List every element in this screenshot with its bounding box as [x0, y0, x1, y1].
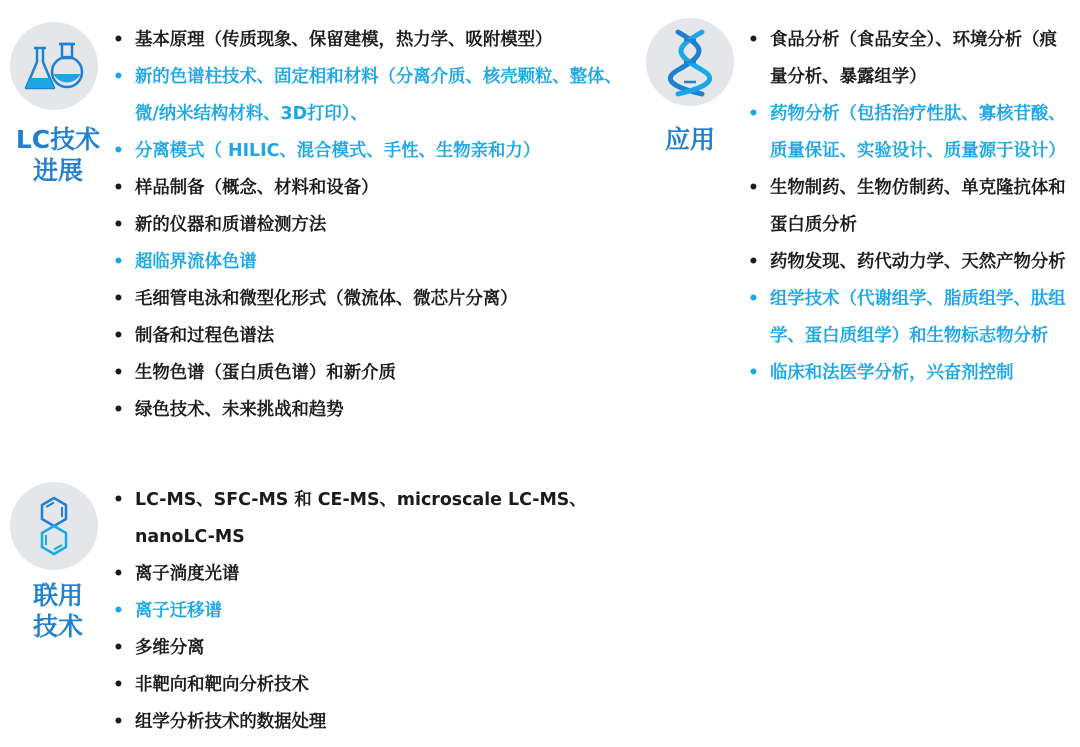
- lc-list-item: • 新的色谱柱技术、固定相和材料（分离介质、核壳颗粒、整体、微/纳米结构材料、3D打印）、: [113, 59, 631, 133]
- app-title: 应用: [664, 125, 715, 154]
- hyphen-section-title: [14, 580, 102, 642]
- hyphen-list-item: • 非靶向和靶向分析技术: [113, 667, 648, 704]
- hyphen-list-item: • 组学分析技术的数据处理: [113, 704, 648, 741]
- app-icon-circle: [646, 18, 734, 106]
- dna-icon: [646, 18, 734, 106]
- app-list-item: • 食品分析（食品安全）、环境分析（痕量分析、暴露组学）: [748, 22, 1070, 96]
- lc-list-item: • 新的仪器和质谱检测方法: [113, 207, 631, 244]
- lc-icon-circle: [10, 22, 98, 110]
- lc-list-item: • 生物色谱（蛋白质色谱）和新介质: [113, 355, 631, 392]
- app-list-item: • 药物发现、药代动力学、天然产物分析: [748, 244, 1070, 281]
- hyphen-icon-circle: [10, 482, 98, 570]
- lc-list-item: • 毛细管电泳和微型化形式（微流体、微芯片分离）: [113, 281, 631, 318]
- app-section-title: [646, 124, 734, 155]
- lc-title-line2: 进展: [32, 156, 83, 185]
- lc-list-item: • 基本原理（传质现象、保留建模，热力学、吸附模型）: [113, 22, 631, 59]
- flask-icon: [10, 22, 98, 110]
- app-list-item: • 生物制药、生物仿制药、单克隆抗体和蛋白质分析: [748, 170, 1070, 244]
- molecule-icon: [10, 482, 98, 570]
- hyphen-list-item: • 离子迁移谱: [113, 593, 648, 630]
- app-topic-list: [748, 22, 1070, 392]
- lc-topic-list: [113, 22, 631, 429]
- hyphen-list-item: • 多维分离: [113, 630, 648, 667]
- hyphen-list-item: • 离子淌度光谱: [113, 556, 648, 593]
- hyphen-title-line1: 联用: [32, 581, 83, 610]
- lc-list-item: • 制备和过程色谱法: [113, 318, 631, 355]
- hyphen-topic-list: [113, 482, 648, 741]
- lc-list-item: • 绿色技术、未来挑战和趋势: [113, 392, 631, 429]
- lc-section-title: [14, 124, 102, 186]
- lc-list-item: • 分离模式（ HILIC、混合模式、手性、生物亲和力）: [113, 133, 631, 170]
- hyphen-list-item: • LC-MS、SFC-MS 和 CE-MS、microscale LC-MS、nanoLC-MS: [113, 482, 648, 556]
- hyphen-title-line2: 技术: [32, 612, 83, 641]
- lc-list-item: • 样品制备（概念、材料和设备）: [113, 170, 631, 207]
- app-list-item: • 药物分析（包括治疗性肽、寡核苷酸、质量保证、实验设计、质量源于设计）: [748, 96, 1070, 170]
- app-list-item: • 组学技术（代谢组学、脂质组学、肽组学、蛋白质组学）和生物标志物分析: [748, 281, 1070, 355]
- lc-list-item: • 超临界流体色谱: [113, 244, 631, 281]
- app-list-item: • 临床和法医学分析，兴奋剂控制: [748, 355, 1070, 392]
- lc-title-line1: LC技术: [15, 125, 101, 154]
